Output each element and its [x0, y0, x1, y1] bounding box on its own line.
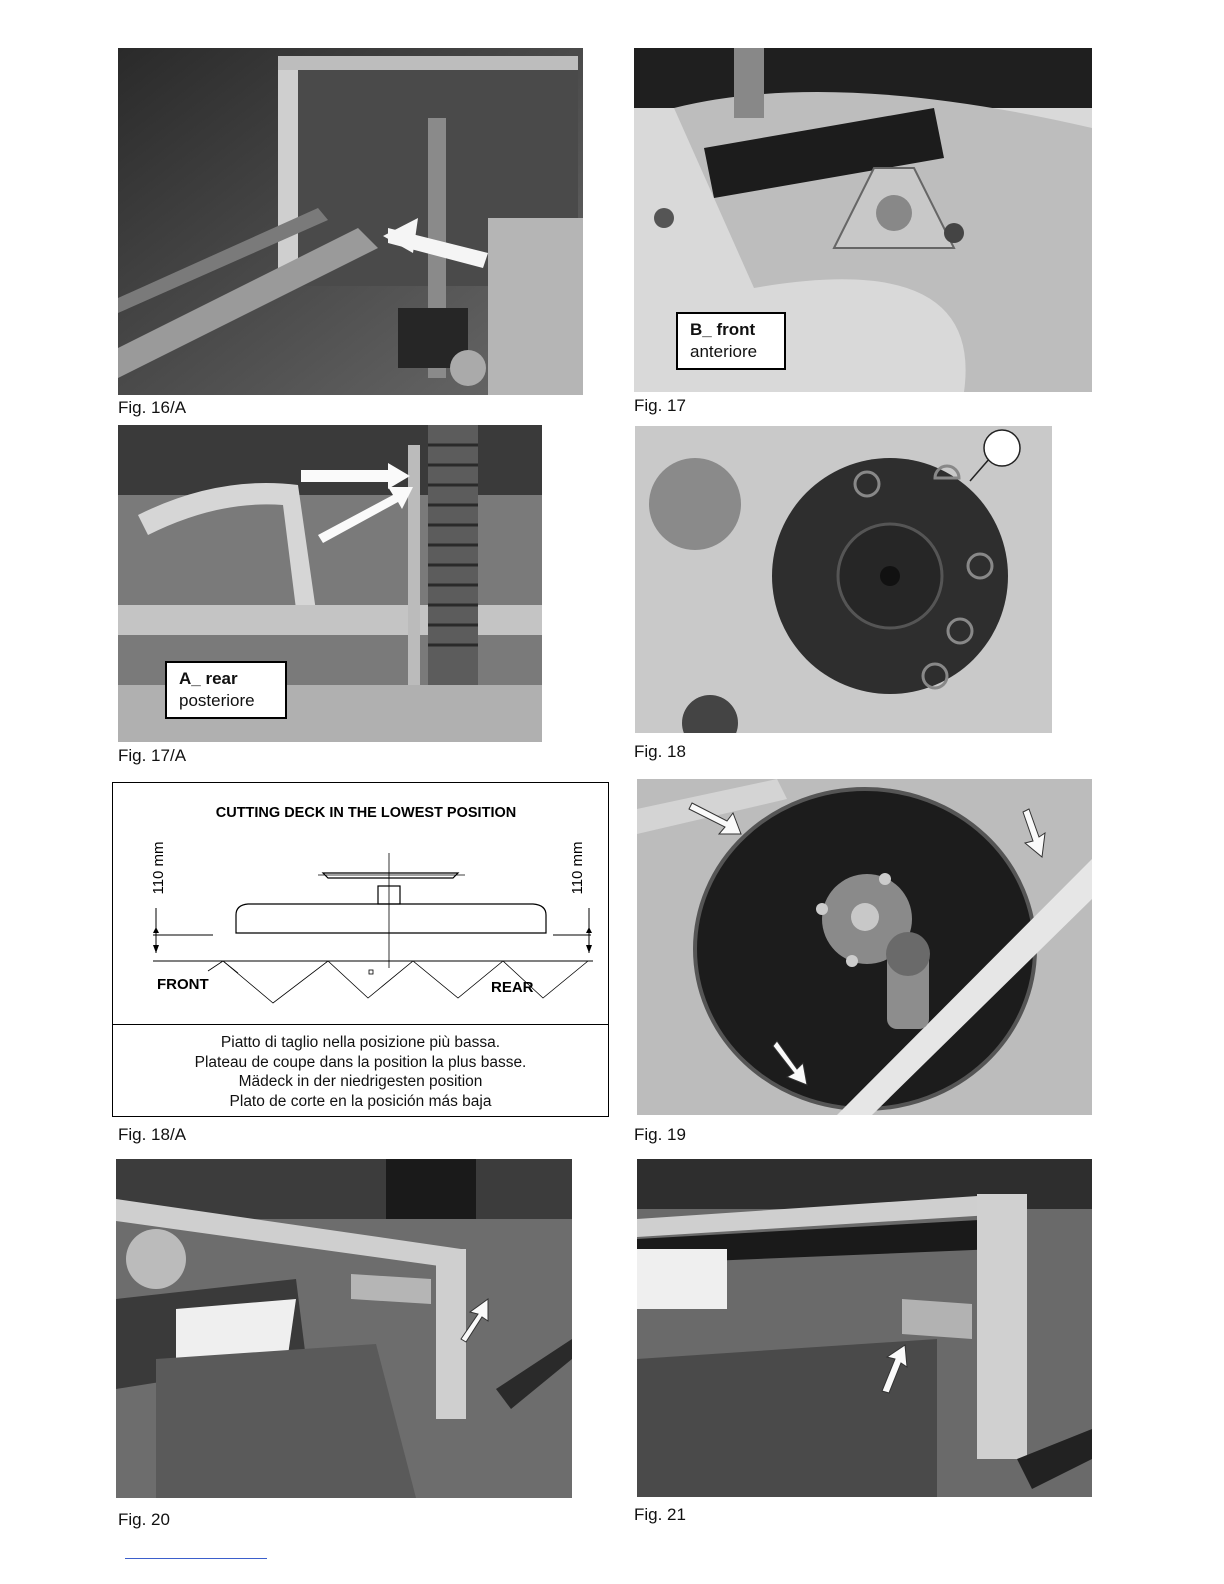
- rear-label: REAR: [491, 979, 534, 996]
- fig18a-caption: Fig. 18/A: [118, 1125, 187, 1144]
- diagram-title: CUTTING DECK IN THE LOWEST POSITION: [215, 805, 517, 821]
- translation-german: Mädeck in der niedrigesten position: [238, 1073, 483, 1090]
- front-label-translation: anteriore: [690, 342, 758, 361]
- fig21-caption: Fig. 21: [634, 1505, 686, 1524]
- left-measure: 110 mm: [150, 841, 167, 895]
- photo-fig16a: [118, 48, 583, 395]
- photo-fig18: [635, 426, 1052, 733]
- translation-french: Plateau de coupe dans la position la plus basse.: [194, 1053, 527, 1071]
- photo-fig20: [116, 1159, 572, 1498]
- fig20-caption: Fig. 20: [118, 1510, 170, 1529]
- rear-label: A_ rear: [179, 669, 238, 688]
- front-label: B_ front: [690, 320, 756, 339]
- fig16a-caption: Fig. 16/A: [118, 398, 187, 417]
- fig17a-caption: Fig. 17/A: [118, 746, 187, 765]
- front-label-box: [676, 312, 786, 370]
- rear-label-translation: posteriore: [179, 691, 255, 710]
- fig18-caption: Fig. 18: [634, 742, 686, 761]
- front-label: FRONT: [157, 976, 209, 993]
- rear-label-box: [165, 661, 287, 719]
- fig19-caption: Fig. 19: [634, 1125, 686, 1144]
- fig17-caption: Fig. 17: [634, 396, 686, 415]
- photo-fig21: [637, 1159, 1092, 1497]
- translation-spanish: Plato de corte en la posición más baja: [229, 1092, 492, 1110]
- cutting-deck-drawing: [113, 783, 610, 1024]
- footer-link-line: [125, 1558, 267, 1559]
- right-measure: 110 mm: [569, 841, 586, 895]
- diagram-translations: [113, 1024, 608, 1116]
- translation-italian: Piatto di taglio nella posizione più bassa.: [220, 1034, 501, 1051]
- diagram-fig18a: [112, 782, 609, 1117]
- photo-fig19: [637, 779, 1092, 1115]
